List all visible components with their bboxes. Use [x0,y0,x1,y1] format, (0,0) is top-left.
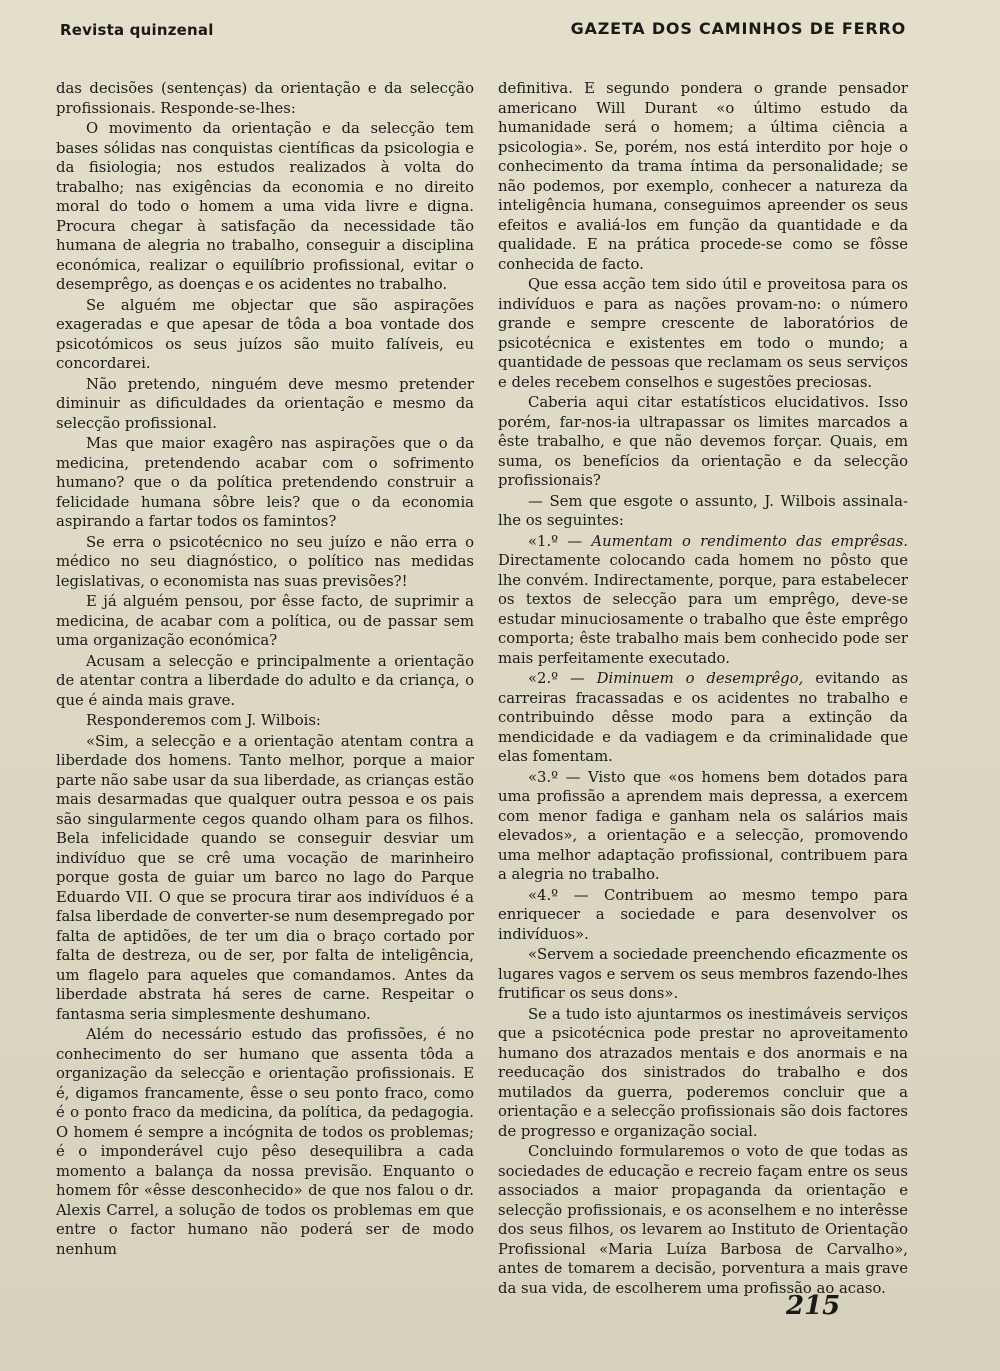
item-heading: Aumentam o rendimento das emprêsas. [591,532,908,550]
item-heading: Diminuem o desemprêgo, [596,670,804,687]
page-number: 215 [786,1291,841,1321]
paragraph [498,669,908,767]
paragraph: Caberia aqui citar estatísticos elucidativos. Isso porém, far-nos-ia ultrapassar os limites marcados a êste trabalho, e que não devemos forçar. Quais, em suma, os benefícios da orientação e da selecção profissionais? [498,394,908,489]
paragraph: Acusam a selecção e principalmente a orientação de atentar contra a liberdade do adulto e da criança, o que é ainda mais grave. [56,652,474,709]
item-number: «2.º — [528,670,597,687]
paragraph: — Sem que esgote o assunto, J. Wilbois assinala-lhe os seguintes: [498,492,908,529]
paragraph: «Sim, a selecção e a orientação atentam contra a liberdade dos homens. Tanto melhor, porque a maior parte não sabe usar da sua liberdade, as crianças estão mais desarmadas que qualquer outra pessoa e os pais são singularmente cegos quando olham para os filhos. Bela infelicidade quando se conseguir desviar um indivíduo que se crê uma vocação de marinheiro porque gosta de guiar um barco no lago do Parque Eduardo VII. O que se procura tirar aos indivíduos é a falsa liberdade de converter-se num desempregado por falta de aptidões, de ter um dia o braço cortado por falta de destreza, ou de ser, por falta de inteligência, um flagelo para aqueles que comandamos. Antes da liberdade abstrata há seres de carne. Respeitar o fantasma seria simplesmente deshumano. [56,732,474,1023]
paragraph: Mas que maior exagêro nas aspirações que o da medicina, pretendendo acabar com o sofrimento humano? que o da política pretendendo construir a felicidade humana sôbre leis? que o da economia aspirando a fartar todos os famintos? [56,435,474,530]
paragraph: «4.º — Contribuem ao mesmo tempo para enriquecer a sociedade e para desenvolver os indivíduos». [498,886,908,943]
paragraph: Se a tudo isto ajuntarmos os inestimáveis serviços que a psicotécnica pode prestar no aproveitamento humano dos atrazados mentais e dos anormais e na reeducação dos sinistrados do trabalho e dos mutilados da guerra, poderemos concluir que a orientação e a selecção profissionais são dois factores de progresso e organização social. [498,1005,908,1140]
paragraph: das decisões (sentenças) da orientação e da selecção profissionais. Responde-se-lhes: [56,80,474,117]
item-number: «1.º — [528,532,592,550]
header-journal-title: GAZETA DOS CAMINHOS DE FERRO [570,19,906,38]
paragraph: «3.º — Visto que «os homens bem dotados para uma profissão a aprendem mais depressa, a exercem com menor fadiga e ganham nela os salários mais elevados», a orientação e a selecção, promovendo uma melhor adaptação profissional, contribuem para a alegria no trabalho. [498,768,908,883]
left-column [56,79,474,1260]
paragraph: Se erra o psicotécnico no seu juízo e não erra o médico no seu diagnóstico, o político nas medidas legislativas, o economista nas suas previsões?! [56,533,474,590]
paragraph: O movimento da orientação e da selecção tem bases sólidas nas conquistas científicas da psicologia e da fisiologia; nos estudos realizados à volta do trabalho; nas exigências da economia e no direito moral do todo o homem a uma vida livre e digna. Procura chegar à satisfação da necessidade tão humana de alegria no trabalho, conseguir a disciplina económica, realizar o equilíbrio profissional, evitar o desemprêgo, as doenças e os acidentes no trabalho. [56,120,474,293]
paragraph: Responderemos com J. Wilbois: [86,712,321,729]
paragraph: Não pretendo, ninguém deve mesmo pretender diminuir as dificuldades da orientação e mesmo da selecção profissional. [56,375,474,432]
paragraph: Concluindo formularemos o voto de que todas as sociedades de educação e recreio façam entre os seus associados a maior propaganda da orientação e selecção profissionais, e os aconselhem e no interêsse dos seus filhos, os levarem ao Instituto de Orientação Profissional «Maria Luíza Barbosa de Carvalho», antes de tomarem a decisão, porventura a mais grave da sua vida, de escolherem uma profissão ao acaso. [498,1143,908,1297]
paragraph: Se alguém me objectar que são aspirações exageradas e que apesar de tôda a boa vontade dos psicotómicos os seus juízos são muito falíveis, eu concordarei. [56,296,474,372]
right-column [498,79,908,1299]
paragraph: Que essa acção tem sido útil e proveitosa para os indivíduos e para as nações provam-no: o número grande e sempre crescente de laboratórios de psicotécnica e existentes em todo o mundo; a quantidade de pessoas que reclamam os seus serviços e deles recebem conselhos e sugestões preciosas. [498,276,908,391]
paragraph: «Servem a sociedade preenchendo eficazmente os lugares vagos e servem os seus membros fazendo-lhes frutificar os seus dons». [498,946,908,1002]
header-publication-type: Revista quinzenal [60,21,214,39]
paragraph: definitiva. E segundo pondera o grande pensador americano Will Durant «o último estudo da humanidade será o homem; a última ciência a psicologia». Se, porém, nos está interdito por hoje o conhecimento da trama íntima da personalidade; se não podemos, por exemplo, conhecer a natureza da inteligência humana, conseguimos apreender os seus efeitos e avaliá-los em função da quantidade e da qualidade. E na prática procede-se como se fôsse conhecida de facto. [498,80,908,273]
paragraph [498,532,908,669]
paragraph: E já alguém pensou, por êsse facto, de suprimir a medicina, de acabar com a política, ou de passar sem uma organização económica? [56,593,474,649]
paragraph: Além do necessário estudo das profissões, é no conhecimento do ser humano que assenta tôda a organização da selecção e orientação profissionais. E é, digamos francamente, êsse o seu ponto fraco, como é o ponto fraco da medicina, da política, da pedagogia. O homem é sempre a incógnita de todos os problemas; é o imponderável cujo pêso desequilibra a cada momento a balança da nossa previsão. Enquanto o homem fôr «êsse desconhecido» de que nos falou o dr. Alexis Carrel, a solução de todos os problemas em que entre o factor humano não poderá ser de modo nenhum [56,1026,474,1258]
item-body: evitando as carreiras fracassadas e os acidentes no trabalho e contribuindo dêsse modo para a extinção da mendicidade e da vadiagem e da criminalidade que elas fomentam. [498,670,908,765]
item-body: Directamente colocando cada homem no pôsto que lhe convém. Indirectamente, porque, para estabelecer os textos de selecção para um emprêgo, deve-se estudar minuciosamente o trabalho que êste emprêgo comporta; êste trabalho mais bem conhecido pode ser mais perfeitamente executado. [498,552,908,667]
